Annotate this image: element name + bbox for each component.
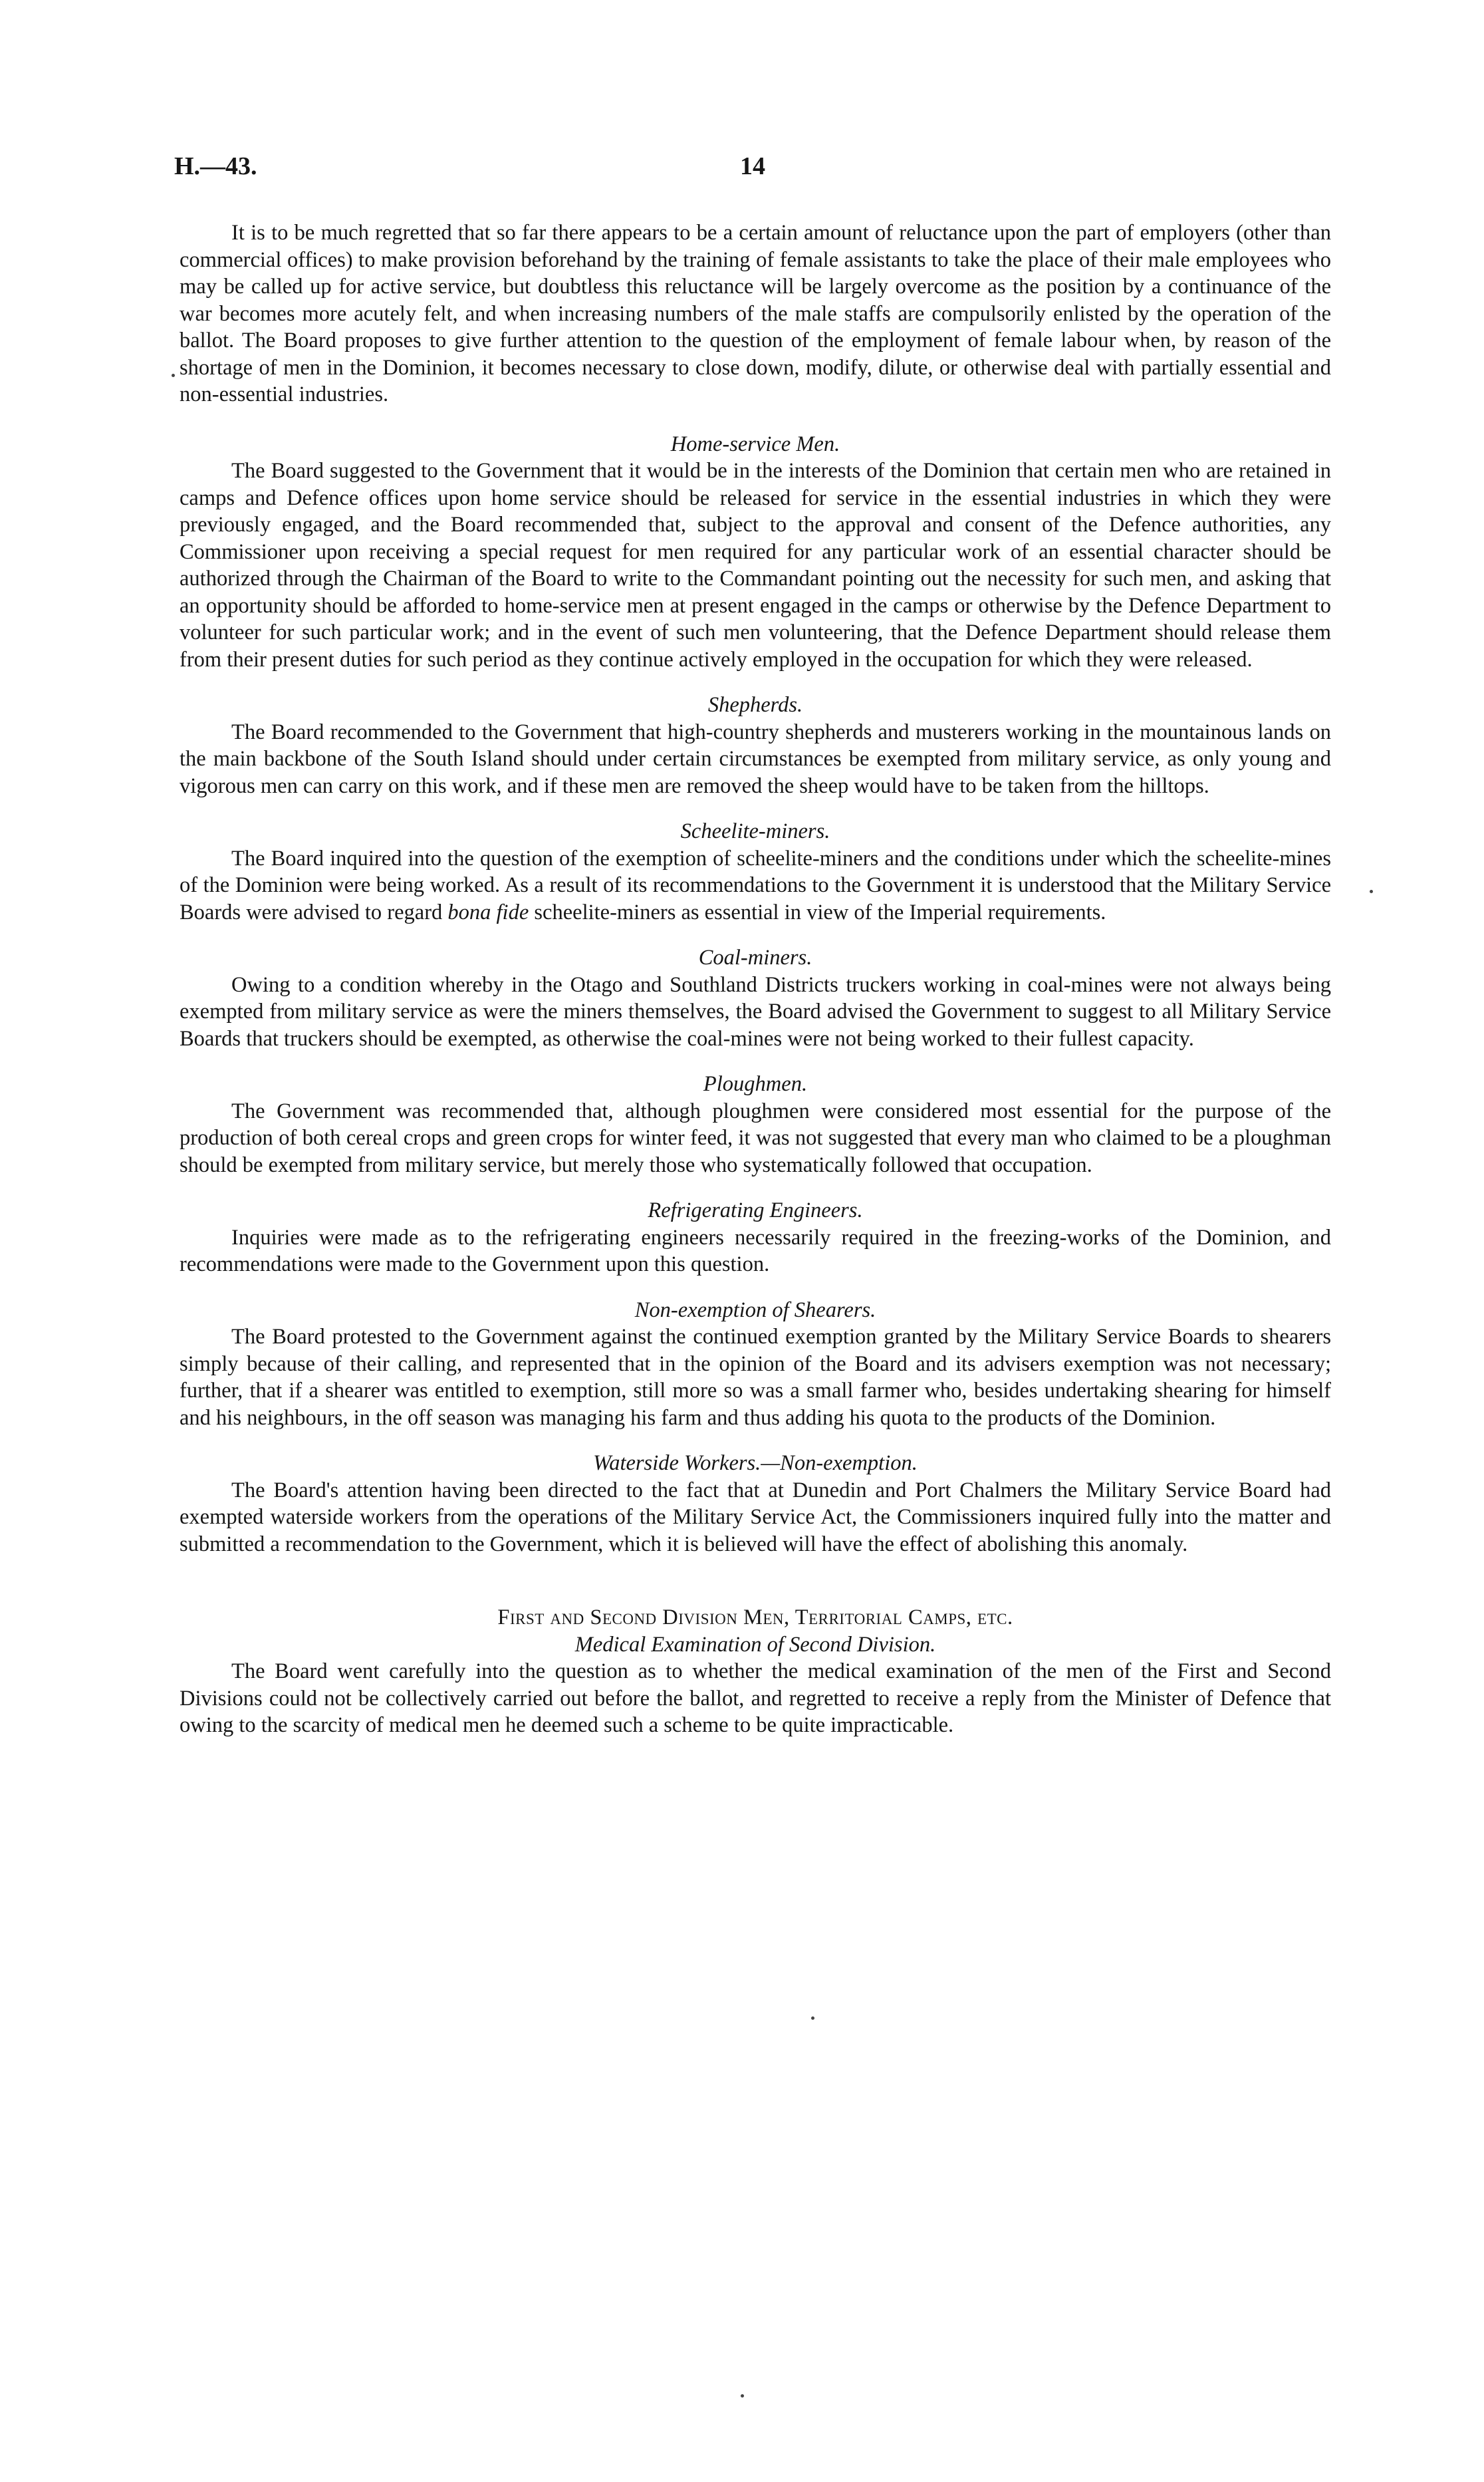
document-id: H.—43. xyxy=(174,152,257,180)
paragraph-medical-examination: The Board went carefully into the question as to whether the medical examination of the men of the First and Second Divisions could not be collectively carried out before the ballot, and regretted to receive a reply from the Minister of Defence that owing to the scarcity of medical men he deemed such a scheme to be quite impracticable. xyxy=(180,1659,1331,1737)
heading-ploughmen: Ploughmen. xyxy=(703,1072,808,1096)
scan-speck xyxy=(1370,890,1373,893)
scheelite-italic-term: bona fide xyxy=(447,900,529,924)
page-number: 14 xyxy=(740,152,765,180)
scheelite-text-start: The Board inquired into the question of the exemption of scheelite-miners and the conditions under which the scheelite-mines of the Dominion were being worked. As a result of its recommendations to the Government it is understood that the Military Service Boards were advised to regard xyxy=(180,846,1331,924)
paragraph-shepherds: The Board recommended to the Government that high-country shepherds and musterers working in the mountainous lands on the main backbone of the South Island should under certain circumstances be exempted from military service, as only young and vigorous men can carry on this work, and if these men are removed the sheep would have to be taken from the hilltops. xyxy=(180,720,1331,798)
section-title-first-second-division: First and Second Division Men, Territorial Camps, etc. xyxy=(497,1605,1013,1629)
page-header xyxy=(174,152,1331,192)
paragraph-non-exemption-shearers: The Board protested to the Government against the continued exemption granted by the Military Service Boards to shearers simply because of their calling, and represented that in the opinion of the Board and its advisers exemption was not necessary; further, that if a shearer was entitled to exemption, still more so was a small farmer who, besides undertaking shearing for himself and his neighbours, in the off season was managing his farm and thus adding his quota to the products of the Dominion. xyxy=(180,1325,1331,1430)
heading-home-service-men: Home-service Men. xyxy=(670,432,840,456)
paragraph-scheelite-miners xyxy=(180,845,1331,926)
scheelite-text-end: scheelite-miners as essential in view of the Imperial requirements. xyxy=(529,900,1106,924)
document-body xyxy=(180,219,1331,1739)
paragraph-refrigerating-engineers: Inquiries were made as to the refrigerating engineers necessarily required in the freezing-works of the Dominion, and recommendations were made to the Government upon this question. xyxy=(180,1225,1331,1276)
heading-shepherds: Shepherds. xyxy=(707,693,803,717)
paragraph-coal-miners: Owing to a condition whereby in the Otago and Southland Districts truckers working in coal-mines were not always being exempted from military service as were the miners themselves, the Board advised the Government to suggest to all Military Service Boards that truckers should be exempted, as otherwise the coal-mines were not being worked to their fullest capacity. xyxy=(180,972,1331,1051)
heading-scheelite-miners: Scheelite-miners. xyxy=(680,819,830,843)
heading-refrigerating-engineers: Refrigerating Engineers. xyxy=(648,1198,863,1222)
paragraph-ploughmen: The Government was recommended that, although ploughmen were considered most essential for the purpose of the production of both cereal crops and green crops for winter feed, it was not suggested that every man who claimed to be a ploughman should be exempted from military service, but merely those who systematically followed that occupation. xyxy=(180,1099,1331,1177)
scan-speck xyxy=(172,374,175,377)
intro-paragraph: It is to be much regretted that so far there appears to be a certain amount of reluctance upon the part of employers (other than commercial offices) to make provision beforehand by the training of female assistants to take the place of their male employees who may be called up for active service, but doubtless this reluctance will be largely overcome as the position by a continuance of the war becomes more acutely felt, and when increasing numbers of the male staffs are compulsorily enlisted by the operation of the ballot. The Board proposes to give further attention to the question of the employment of female labour when, by reason of the shortage of men in the Dominion, it becomes necessary to close down, modify, dilute, or otherwise deal with partially essential and non-essential industries. xyxy=(180,221,1331,406)
heading-coal-miners: Coal-miners. xyxy=(698,946,812,970)
heading-medical-examination: Medical Examination of Second Division. xyxy=(574,1632,936,1657)
paragraph-waterside-workers: The Board's attention having been directed to the fact that at Dunedin and Port Chalmers the Military Service Board had exempted waterside workers from the operations of the Military Service Act, the Commissioners inquired fully into the matter and submitted a recommendation to the Government, which it is believed will have the effect of abolishing this anomaly. xyxy=(180,1478,1331,1556)
paragraph-home-service-men: The Board suggested to the Government that it would be in the interests of the Dominion that certain men who are retained in camps and Defence offices upon home service should be released for service in the essential industries in which they were previously engaged, and the Board recommended that, subject to the approval and consent of the Defence authorities, any Commissioner upon receiving a special request for men required for any particular work of an essential character should be authorized through the Chairman of the Board to write to the Commandant pointing out the necessity for such men, and asking that an opportunity should be afforded to home-service men at present engaged in the camps or otherwise by the Defence Department to volunteer for such particular work; and in the event of such men volunteering, that the Defence Department should release them from their present duties for such period as they continue actively employed in the occupation for which they were released. xyxy=(180,459,1331,672)
heading-waterside-workers: Waterside Workers.—Non-exemption. xyxy=(593,1451,918,1475)
scan-speck xyxy=(811,2016,814,2020)
heading-non-exemption-shearers: Non-exemption of Shearers. xyxy=(634,1298,876,1322)
scan-speck xyxy=(741,2394,744,2398)
